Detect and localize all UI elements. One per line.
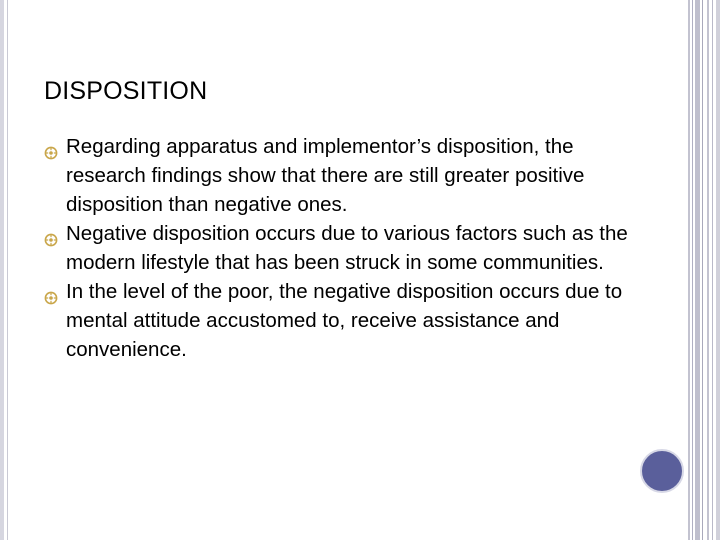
left-border-thin-line <box>7 0 8 540</box>
radiant-circle-icon <box>44 284 58 298</box>
right-decor-bar <box>712 0 713 540</box>
bullet-item <box>44 219 634 277</box>
radiant-circle-icon <box>44 226 58 240</box>
right-decor-bar <box>707 0 709 540</box>
right-decor-bar <box>692 0 693 540</box>
slide-title: DISPOSITION <box>44 77 208 105</box>
left-border-line <box>0 0 4 540</box>
radiant-circle-icon <box>44 139 58 153</box>
right-decor-bar <box>702 0 703 540</box>
right-decor-bar <box>688 0 690 540</box>
right-decor-bar <box>695 0 700 540</box>
bullet-item <box>44 277 634 364</box>
right-decor-bar <box>716 0 720 540</box>
bullet-text: In the level of the poor, the negative disposition occurs due to mental attitude accustomed to, receive assistance and convenience. <box>66 280 623 361</box>
bullet-text: Regarding apparatus and implementor’s disposition, the research findings show that there are still greater positive disposition than negative ones. <box>66 135 585 216</box>
bullet-list <box>44 132 634 364</box>
bullet-text: Negative disposition occurs due to various factors such as the modern lifestyle that has been struck in some communities. <box>66 222 628 274</box>
bullet-item <box>44 132 634 219</box>
accent-circle <box>640 449 684 493</box>
